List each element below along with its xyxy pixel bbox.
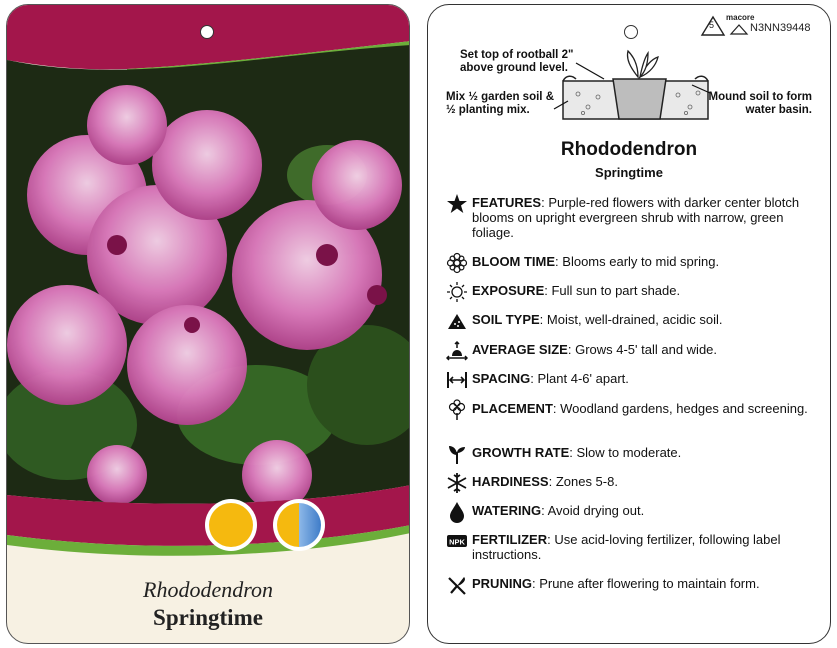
full-sun-icon bbox=[205, 499, 257, 551]
attribute-bloom-time: BLOOM TIME: Blooms early to mid spring. bbox=[446, 254, 826, 274]
pruners-icon bbox=[446, 574, 468, 596]
front-genus: Rhododendron bbox=[143, 577, 273, 602]
front-artwork bbox=[7, 5, 410, 644]
flower-photo bbox=[7, 35, 410, 515]
diagram-leaders bbox=[428, 5, 831, 145]
attribute-label: EXPOSURE bbox=[472, 283, 545, 298]
part-shade-icon bbox=[273, 499, 325, 551]
brand-logo: macore bbox=[726, 13, 755, 22]
attribute-exposure: EXPOSURE: Full sun to part shade. bbox=[446, 283, 826, 303]
soil-icon bbox=[446, 310, 468, 332]
attribute-watering: WATERING: Avoid drying out. bbox=[446, 503, 826, 523]
front-tag bbox=[6, 4, 410, 644]
attribute-spacing: SPACING: Plant 4-6' apart. bbox=[446, 371, 826, 391]
attribute-text: Slow to moderate. bbox=[576, 445, 682, 460]
attribute-label: SPACING bbox=[472, 371, 531, 386]
attribute-label: SOIL TYPE bbox=[472, 312, 540, 327]
attribute-label: BLOOM TIME bbox=[472, 254, 556, 269]
npk-icon bbox=[446, 530, 468, 552]
attribute-label: WATERING bbox=[472, 503, 542, 518]
attribute-label: GROWTH RATE bbox=[472, 445, 570, 460]
soil-mix-label: Mix ½ garden soil & ½ planting mix. bbox=[446, 91, 554, 116]
attribute-text: Avoid drying out. bbox=[547, 503, 645, 518]
attribute-text: Full sun to part shade. bbox=[551, 283, 681, 298]
attribute-text: Plant 4-6' apart. bbox=[537, 371, 629, 386]
flower-icon bbox=[446, 252, 468, 274]
size-icon bbox=[446, 340, 468, 362]
attribute-label: FERTILIZER bbox=[472, 532, 548, 547]
attribute-label: HARDINESS bbox=[472, 474, 549, 489]
snowflake-icon bbox=[446, 472, 468, 494]
recycle-number: 5 bbox=[709, 20, 715, 30]
attribute-text: Use acid-loving fertilizer, following label instructions. bbox=[472, 532, 781, 562]
attribute-hardiness: HARDINESS: Zones 5-8. bbox=[446, 474, 826, 494]
back-tag bbox=[427, 4, 831, 644]
attribute-label: PLACEMENT bbox=[472, 401, 553, 416]
attribute-text: Blooms early to mid spring. bbox=[562, 254, 720, 269]
hang-hole bbox=[200, 25, 214, 39]
mound-label: Mound soil to form water basin. bbox=[708, 91, 812, 116]
sprout-icon bbox=[446, 443, 468, 465]
spacing-icon bbox=[446, 369, 468, 391]
front-cultivar: Springtime bbox=[153, 605, 263, 630]
star-icon bbox=[446, 193, 468, 215]
attribute-text: Woodland gardens, hedges and screening. bbox=[560, 401, 808, 416]
attribute-growth-rate: GROWTH RATE: Slow to moderate. bbox=[446, 445, 826, 465]
attribute-fertilizer: NPK FERTILIZER: Use acid-loving fertilizer, following label instructions. bbox=[446, 532, 826, 562]
attribute-soil-type: SOIL TYPE: Moist, well-drained, acidic soil. bbox=[446, 312, 826, 332]
back-title: Rhododendron bbox=[560, 139, 698, 160]
attribute-features: FEATURES: Purple-red flowers with darker center blotch blooms on upright evergreen shrub with narrow, green foliage. bbox=[446, 195, 826, 240]
svg-text:NPK: NPK bbox=[449, 537, 465, 547]
attribute-label: FEATURES bbox=[472, 195, 542, 210]
attribute-text: Zones 5-8. bbox=[555, 474, 618, 489]
attribute-average-size: AVERAGE SIZE: Grows 4-5' tall and wide. bbox=[446, 342, 826, 362]
back-subtitle: Springtime bbox=[595, 165, 663, 180]
attribute-label: AVERAGE SIZE bbox=[472, 342, 568, 357]
attribute-placement: PLACEMENT: Woodland gardens, hedges and screening. bbox=[446, 401, 826, 421]
attribute-text: Purple-red flowers with darker center blotch blooms on upright evergreen shrub with narrow, green foliage. bbox=[472, 195, 800, 240]
attribute-text: Grows 4-5' tall and wide. bbox=[575, 342, 718, 357]
placement-icon bbox=[446, 399, 468, 421]
product-code: N3NN39448 bbox=[750, 22, 811, 34]
water-drop-icon bbox=[446, 501, 468, 523]
rootball-label: Set top of rootball 2" above ground level. bbox=[460, 49, 574, 74]
attribute-text: Moist, well-drained, acidic soil. bbox=[546, 312, 723, 327]
attribute-label: PRUNING bbox=[472, 576, 532, 591]
sun-icon bbox=[446, 281, 468, 303]
attribute-pruning: PRUNING: Prune after flowering to maintain form. bbox=[446, 576, 826, 596]
attribute-text: Prune after flowering to maintain form. bbox=[539, 576, 760, 591]
